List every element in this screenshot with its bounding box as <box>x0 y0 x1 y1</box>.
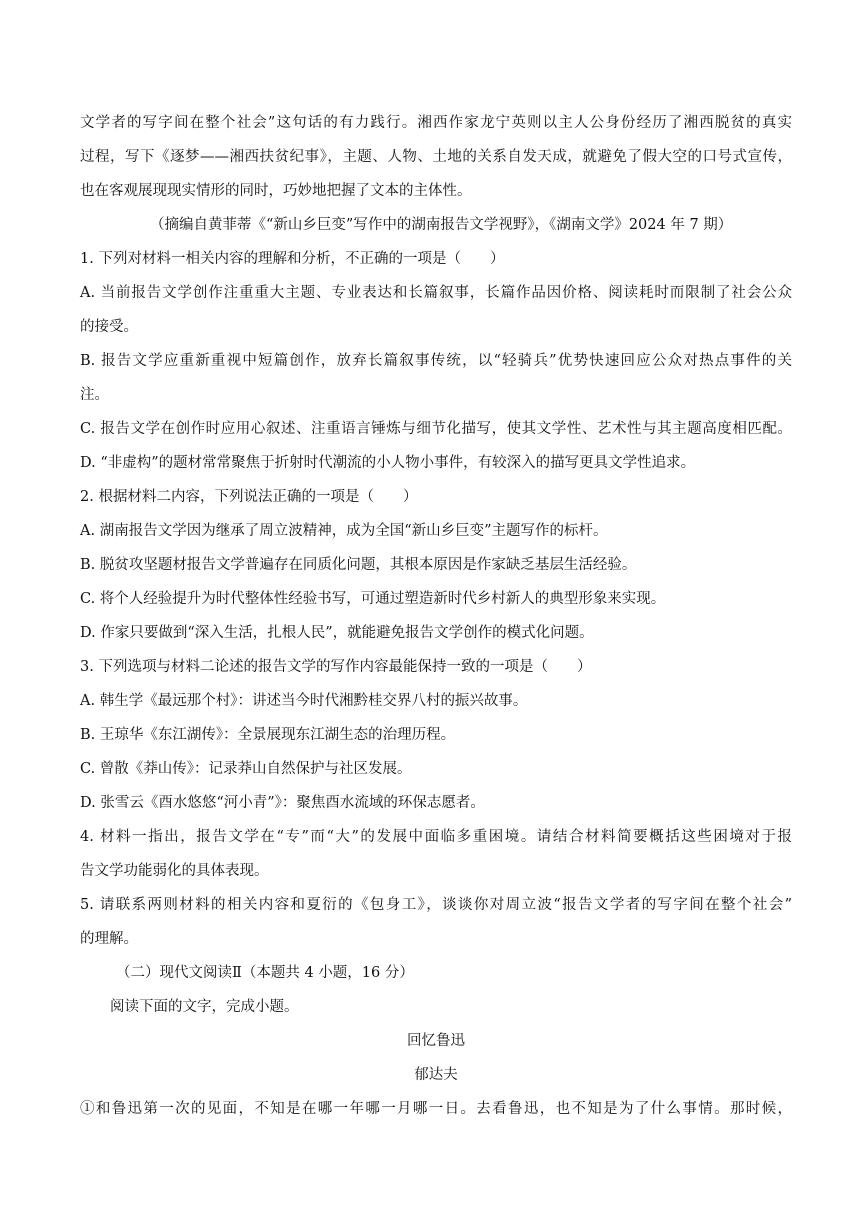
question-2-stem: 2. 根据材料二内容，下列说法正确的一项是（ ） <box>80 489 418 505</box>
question-2-option-a: A. 湖南报告文学因为继承了周立波精神，成为全国“新山乡巨变”主题写作的标杆。 <box>80 523 608 539</box>
question-3-stem: 3. 下列选项与材料二论述的报告文学的写作内容最能保持一致的一项是（ ） <box>80 659 592 675</box>
question-1-option-a: A. 当前报告文学创作注重重大主题、专业表达和长篇叙事，长篇作品因价格、阅读耗时而限制了社会公众 <box>80 285 792 301</box>
section-heading: （二）现代文阅读Ⅱ（本题共 4 小题，16 分） <box>116 965 414 981</box>
question-1-option-b-cont: 注。 <box>80 387 109 403</box>
question-5-stem: 5. 请联系两则材料的相关内容和夏衍的《包身工》，谈谈你对周立波“报告文学者的写字间在整个社会” <box>80 897 792 913</box>
question-2-option-c: C. 将个人经验提升为时代整体性经验书写，可通过塑造新时代乡村新人的典型形象来实现。 <box>80 591 666 607</box>
document-body <box>80 110 792 1130</box>
question-1-option-a-cont: 的接受。 <box>80 319 138 335</box>
question-3-option-d: D. 张雪云《酉水悠悠“河小青”》：聚焦酉水流域的环保志愿者。 <box>80 795 485 811</box>
intro-line: 也在客观展现现实情形的同时，巧妙地把握了文本的主体性。 <box>80 183 472 199</box>
reading-instruction: 阅读下面的文字，完成小题。 <box>110 999 299 1015</box>
question-1-stem: 1. 下列对材料一相关内容的理解和分析，不正确的一项是（ ） <box>80 251 505 267</box>
question-3-option-c: C. 曾散《莽山传》：记录莽山自然保护与社区发展。 <box>80 761 412 777</box>
question-3-option-a: A. 韩生学《最远那个村》：讲述当今时代湘黔桂交界八村的振兴故事。 <box>80 693 528 709</box>
question-1-option-b: B. 报告文学应重新重视中短篇创作，放弃长篇叙事传统，以“轻骑兵”优势快速回应公众对热点事件的关 <box>80 353 792 369</box>
intro-line: 过程，写下《逐梦——湘西扶贫纪事》，主题、人物、土地的关系自发天成，就避免了假大空的口号式宣传， <box>80 149 792 165</box>
question-2-option-d: D. 作家只要做到“深入生活，扎根人民”，就能避免报告文学创作的模式化问题。 <box>80 625 594 641</box>
question-2-option-b: B. 脱贫攻坚题材报告文学普遍存在同质化问题，其根本原因是作家缺乏基层生活经验。 <box>80 557 637 573</box>
question-1-option-d: D. “非虚构”的题材常常聚焦于折射时代潮流的小人物小事件，有较深入的描写更具文学性追求。 <box>80 455 696 471</box>
article-title: 回忆鲁迅 <box>407 1033 465 1049</box>
question-5-stem-cont: 的理解。 <box>80 931 138 947</box>
intro-line: 文学者的写字间在整个社会”这句话的有力践行。湘西作家龙宁英则以主人公身份经历了湘西脱贫的真实 <box>80 115 792 131</box>
question-4-stem-cont: 告文学功能弱化的具体表现。 <box>80 863 269 879</box>
source-citation: （摘编自黄菲蒂《“新山乡巨变”写作中的湖南报告文学视野》，《湖南文学》2024 年 7 期） <box>150 217 733 233</box>
question-1-option-c: C. 报告文学在创作时应用心叙述、注重语言锤炼与细节化描写，使其文学性、艺术性与其主题高度相匹配。 <box>80 421 792 437</box>
question-3-option-b: B. 王琼华《东江湖传》：全景展现东江湖生态的治理历程。 <box>80 727 456 743</box>
article-paragraph-1: ①和鲁迅第一次的见面，不知是在哪一年哪一月哪一日。去看鲁迅，也不知是为了什么事情。那时候， <box>80 1101 792 1117</box>
article-author: 郁达夫 <box>414 1067 458 1083</box>
question-4-stem: 4. 材料一指出，报告文学在“专”而“大”的发展中面临多重困境。请结合材料简要概括这些困境对于报 <box>80 829 792 845</box>
